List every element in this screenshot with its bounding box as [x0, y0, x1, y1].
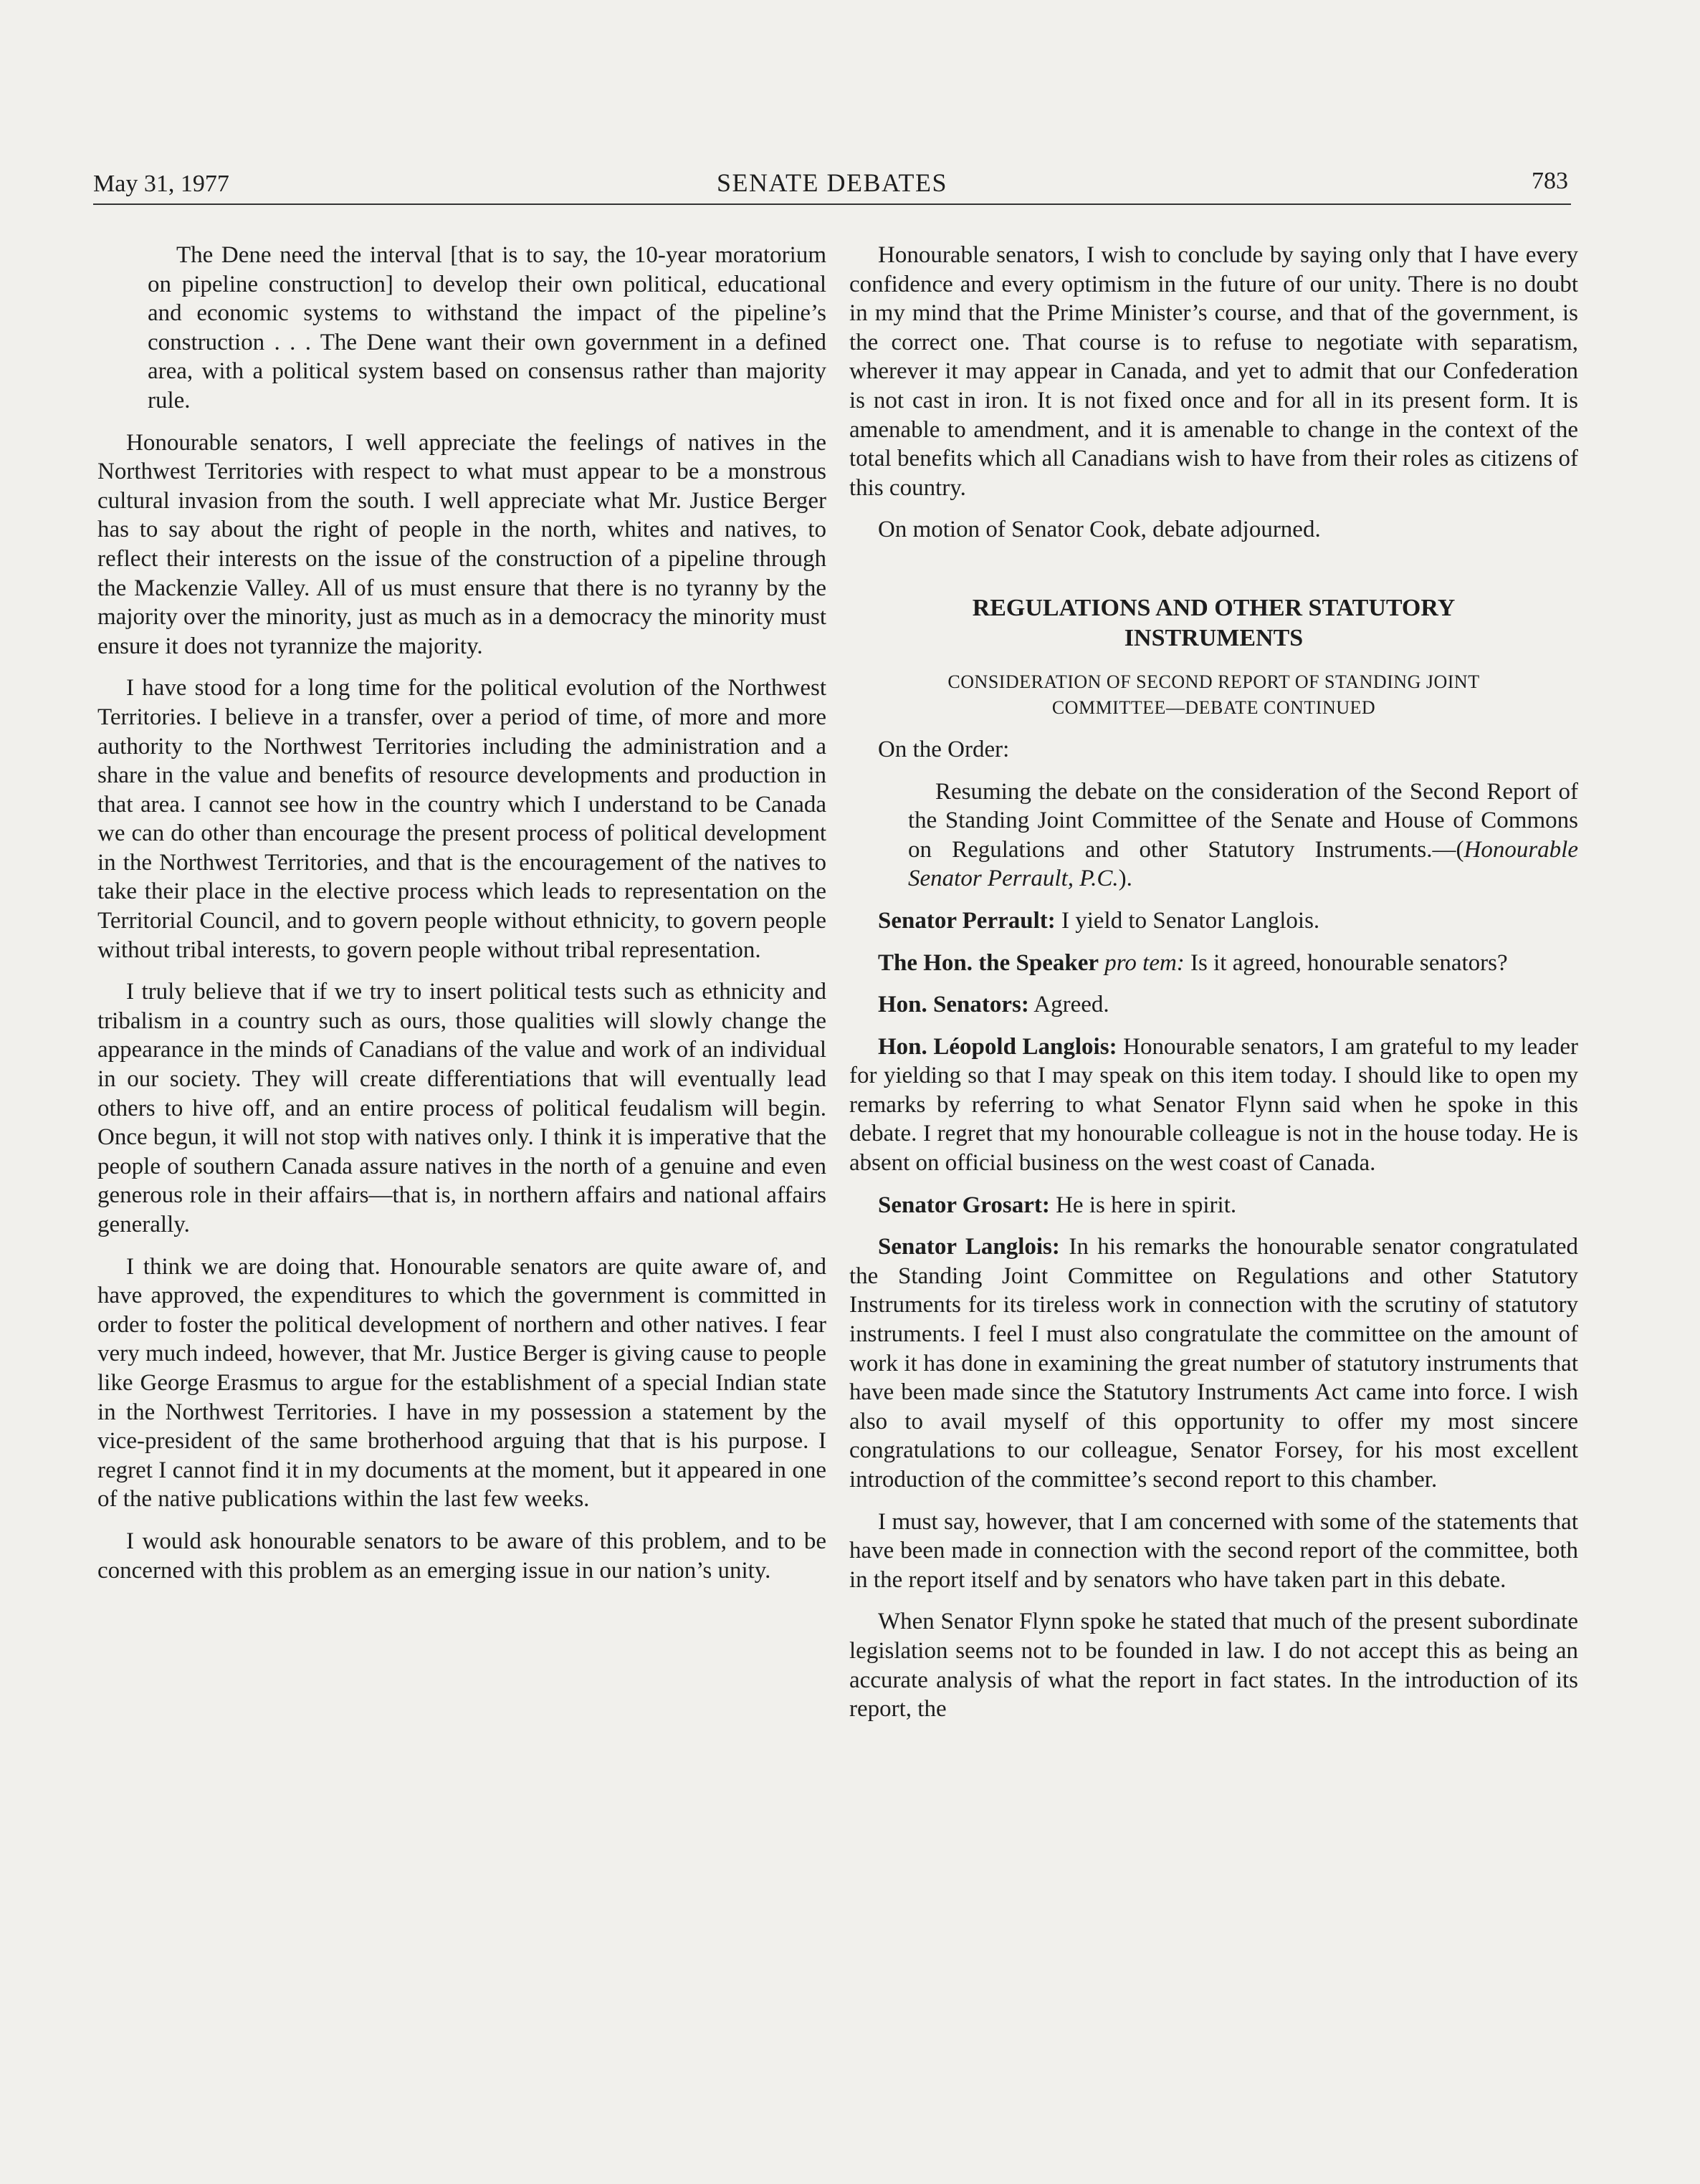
- speech: [849, 1033, 1578, 1178]
- order-text-italic: Honourable Senator Perrault, P.C.: [908, 836, 1578, 892]
- paragraph: On motion of Senator Cook, debate adjourned.: [878, 517, 1321, 543]
- right-column: [849, 241, 1578, 1737]
- block-quote: The Dene need the interval [that is to say, the 10-year moratorium on pipeline construction] to develop their own political, educational and economic systems to withstand the impact of the pipeline’s construction . . . The Dene want their own government in a defined area, with a political system based on consensus rather than majority rule.: [148, 242, 826, 413]
- speech-text: Agreed.: [1028, 992, 1109, 1018]
- paragraph: When Senator Flynn spoke he stated that much of the present subordinate legislation seems not to be founded in law. I do not accept this as being an accurate analysis of what the report in fact states. In the introduction of its report, the: [849, 1609, 1578, 1723]
- running-head: [93, 159, 1571, 205]
- speech-text: In his remarks the honourable senator congratulated the Standing Joint Committee on Regulations and other Statutory Instruments for its tireless work in connection with the scrutiny of statutory instruments. I feel I must also congratulate the committee on the amount of work it has done in examining the great number of statutory instruments that have been made since the Statutory Instruments Act came into force. I wish also to avail myself of this opportunity to offer my most sincere congratulations to our colleague, Senator Forsey, for his most excellent introduction of the committee’s second report to this chamber.: [849, 1234, 1578, 1493]
- speaker-name: Hon. Senators:: [878, 992, 1029, 1018]
- speaker-name: Hon. Léopold Langlois:: [878, 1033, 1117, 1060]
- speaker-name: The Hon. the Speaker: [878, 949, 1099, 976]
- subheading-line: COMMITTEE—DEBATE CONTINUED: [1051, 696, 1376, 718]
- order-text-main: Resuming the debate on the consideration of the Second Report of the Standing Joint Committee of the Senate and House of Commons on Regulations and other Statutory Instruments.—(: [908, 778, 1578, 863]
- speech-text: I yield to Senator Langlois.: [1055, 907, 1320, 934]
- speech-text: Is it agreed, honourable senators?: [1184, 949, 1508, 976]
- paragraph: I would ask honourable senators to be aware of this problem, and to be concerned with this problem as an emerging issue in our nation’s unity.: [97, 1528, 826, 1584]
- subheading-line: CONSIDERATION OF SECOND REPORT OF STANDING JOINT: [947, 671, 1480, 692]
- section-subheading: [849, 669, 1578, 721]
- speech: [849, 990, 1578, 1020]
- order-label: On the Order:: [878, 736, 1010, 762]
- paragraph: Honourable senators, I well appreciate the feelings of natives in the Northwest Territories with respect to what must appear to be a monstrous cultural invasion from the south. I well appreciate what Mr. Justice Berger has to say about the right of people in the north, whites and natives, to reflect their interests on the issue of the construction of a pipeline through the Mackenzie Valley. All of us must ensure that there is no tyranny by the majority over the minority, just as much as in a democracy the minority must ensure it does not tyrannize the majority.: [97, 429, 826, 659]
- speech: [849, 1232, 1578, 1494]
- page-number: 783: [1532, 168, 1568, 194]
- paragraph: I think we are doing that. Honourable senators are quite aware of, and have approved, the expenditures to which the government is committed in order to foster the political development of northern and other natives. I fear very much indeed, however, that Mr. Justice Berger is giving cause to people like George Erasmus to argue for the establishment of a special Indian state in the Northwest Territories. I have in my possession a statement by the vice-president of the same brotherhood arguing that that is his purpose. I regret I cannot find it in my documents at the moment, but it appeared in one of the native publications within the last few weeks.: [97, 1253, 826, 1513]
- order-text: [908, 777, 1578, 894]
- speech: [849, 906, 1578, 936]
- paragraph: I must say, however, that I am concerned with some of the statements that have been made in connection with the second report of the committee, both in the report itself and by senators who have taken part in this debate.: [849, 1508, 1578, 1593]
- speech-text: He is here in spirit.: [1049, 1192, 1237, 1218]
- speaker-name: Senator Perrault:: [878, 907, 1056, 934]
- speaker-name: Senator Langlois:: [878, 1234, 1060, 1260]
- section-heading-line: REGULATIONS AND OTHER STATUTORY: [972, 594, 1456, 621]
- section-heading-line: INSTRUMENTS: [1124, 624, 1304, 651]
- left-column: [97, 241, 826, 1598]
- paragraph: I have stood for a long time for the political evolution of the Northwest Territories. I believe in a transfer, over a period of time, of more and more authority to the Northwest Territories including the administration and a share in the value and benefits of resource developments and production in that area. I cannot see how in the country which I understand to be Canada we can do other than encourage the present process of political development in the Northwest Territories, and that is the encouragement of the natives to take their place in the elective process which leads to representation on the Territorial Council, and to govern people without ethnicity, to govern people without tribal interests, to govern people without tribal representation.: [97, 675, 826, 963]
- order-text-end: ).: [1118, 866, 1132, 892]
- speech: [849, 1191, 1578, 1220]
- paragraph: Honourable senators, I wish to conclude by saying only that I have every confidence and every optimism in the future of our unity. There is no doubt in my mind that the Prime Minister’s course, and that of the government, is the correct one. That course is to refuse to negotiate with separatism, wherever it may appear in Canada, and yet to admit that our Confederation is not cast in iron. It is not fixed once and for all in its present form. It is amenable to amendment, and it is amenable to change in the context of the total benefits which all Canadians wish to have from their roles as citizens of this country.: [849, 242, 1578, 501]
- speech-text: Honourable senators, I am grateful to my leader for yielding so that I may speak on this item today. I should like to open my remarks by referring to what Senator Flynn said when he spoke in this debate. I regret that my honourable colleague is not in the house today. He is absent on official business on the west coast of Canada.: [849, 1033, 1578, 1177]
- paragraph: I truly believe that if we try to insert political tests such as ethnicity and tribalism in a country such as ours, those qualities will slowly change the appearance in the minds of Canadians of the value and work of an individual in our society. They will create differentiations that will eventually lead others to hive off, and an entire process of political feudalism will begin. Once begun, it will not stop with natives only. I think it is imperative that the people of southern Canada assure natives in the north of a genuine and even generous role in their affairs—that is, in northern affairs and national affairs generally.: [97, 979, 826, 1237]
- header-title: SENATE DEBATES: [716, 168, 947, 197]
- header-date: May 31, 1977: [93, 171, 229, 197]
- speaker-qualifier: pro tem:: [1099, 949, 1185, 976]
- section-heading: [849, 593, 1578, 653]
- speaker-name: Senator Grosart:: [878, 1192, 1050, 1218]
- speech: [849, 949, 1578, 978]
